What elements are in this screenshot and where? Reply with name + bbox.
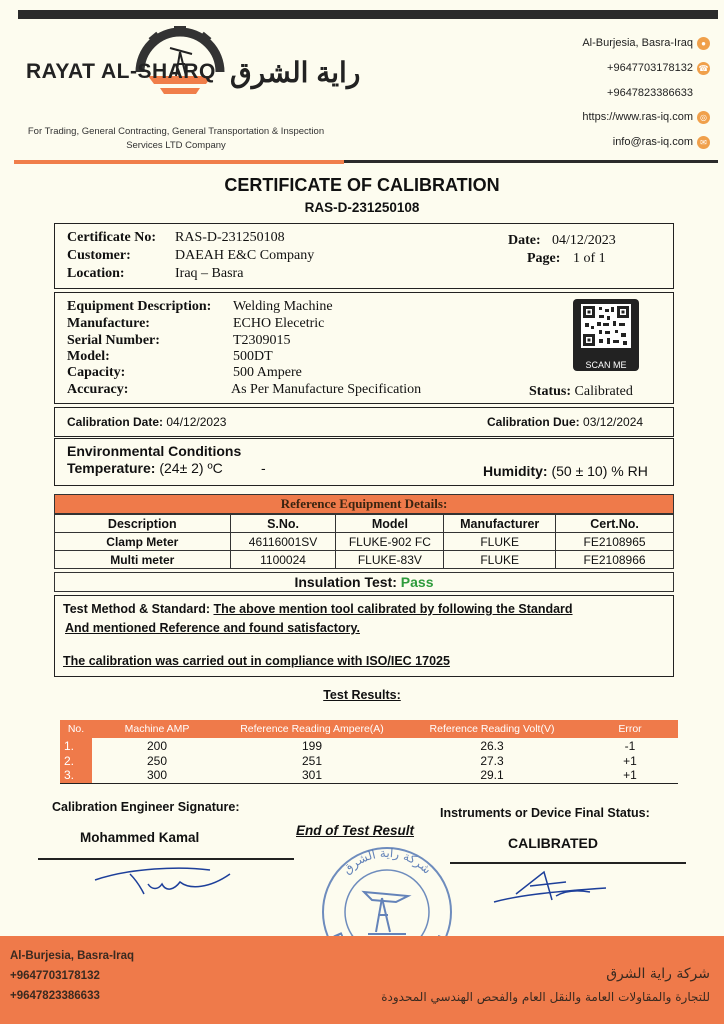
reference-header-row [55, 515, 674, 533]
signature-line-right [450, 862, 686, 864]
contact-website[interactable] [480, 108, 710, 126]
environment-box [54, 438, 674, 486]
table-row [60, 768, 678, 783]
manufacture-value: ECHO Elecetric [233, 316, 325, 331]
humidity-row [483, 463, 648, 479]
scan-me-label: SCAN ME [585, 360, 627, 370]
calibration-date-row [67, 415, 226, 429]
method-line-1 [63, 602, 573, 616]
contact-website-text[interactable]: https://www.ras-iq.com [582, 111, 693, 123]
reference-cell: FLUKE [444, 551, 556, 569]
certificate-number-heading: RAS-D-231250108 [304, 200, 420, 215]
stamp-text-ar: شركة راية الشرق [339, 845, 435, 877]
results-header-row [60, 720, 678, 738]
results-col-machine-amp: Machine AMP [92, 720, 222, 738]
page-value: 1 of 1 [573, 251, 606, 266]
status-row [529, 384, 633, 400]
insulation-test-row [54, 572, 674, 592]
calibration-due-row [487, 415, 643, 429]
footer-phone-1: +9647703178132 [10, 970, 100, 982]
contact-phone-1 [480, 59, 710, 77]
approver-signature [486, 866, 616, 910]
footer-address: Al-Burjesia, Basra-Iraq [10, 950, 134, 962]
cert-no-label: Certificate No: [67, 230, 157, 245]
results-col-no: No. [60, 720, 92, 738]
phone-icon: ☎ [698, 63, 709, 73]
results-col-ref-ampere: Reference Reading Ampere(A) [222, 720, 402, 738]
reference-col-description: Description [55, 515, 231, 533]
temperature-dash: - [261, 460, 266, 476]
cert-no-value: RAS-D-231250108 [175, 230, 285, 245]
serial-value: T2309015 [233, 333, 291, 348]
qr-code[interactable] [573, 299, 639, 371]
equipment-description-value: Welding Machine [233, 299, 333, 314]
equipment-box [54, 292, 674, 404]
results-cell: -1 [624, 738, 636, 753]
location-label: Location: [67, 266, 125, 281]
test-results-table [60, 720, 678, 784]
results-cell: 300 [146, 768, 168, 783]
header-top-bar [18, 10, 718, 19]
reference-cell: Multi meter [55, 551, 231, 569]
method-text-1: The above mention tool calibrated by following the Standard [213, 602, 573, 616]
calibration-dates-box [54, 407, 674, 437]
reference-cell: 1100024 [230, 551, 336, 569]
footer-tagline-ar: للتجارة والمقاولات العامة والنقل العام والفحص الهندسي المحدودة [381, 990, 710, 1004]
company-name-en: RAYAT AL-SHARQ [26, 60, 216, 83]
contact-phone-1-text: +9647703178132 [607, 62, 693, 74]
reference-table [54, 514, 674, 569]
results-cell-no: 3. [60, 768, 92, 783]
contact-email-text[interactable]: info@ras-iq.com [612, 136, 693, 148]
humidity-value: (50 ± 10) % RH [551, 463, 648, 479]
engineer-name: Mohammed Kamal [80, 830, 200, 845]
certificate-title: CERTIFICATE OF CALIBRATION [224, 175, 500, 195]
page-label: Page: [527, 251, 561, 266]
results-cell-no: 1. [60, 738, 92, 753]
end-of-results: End of Test Result [296, 823, 415, 838]
customer-value: DAEAH E&C Company [175, 248, 315, 263]
calibration-due-label: Calibration Due: [487, 415, 580, 429]
reference-cell: FE2108966 [556, 551, 674, 569]
results-cell: 200 [146, 738, 168, 753]
insulation-test-label: Insulation Test: [294, 574, 397, 590]
table-row [55, 533, 674, 551]
results-col-ref-volt: Reference Reading Volt(V) [402, 720, 582, 738]
company-tagline: For Trading, General Contracting, General Transportation & Inspection Services LTD Company [27, 126, 325, 151]
manufacture-label: Manufacture: [67, 316, 150, 331]
method-text-2: And mentioned Reference and found satisfactory. [65, 621, 360, 635]
footer-phone-2: +9647823386633 [10, 990, 100, 1002]
temperature-label: Temperature: [67, 460, 156, 476]
insulation-test-value: Pass [400, 574, 434, 590]
engineer-signature [90, 860, 240, 900]
results-cell: 26.3 [480, 738, 504, 753]
temperature-row [67, 460, 223, 476]
reference-col-sno: S.No. [230, 515, 336, 533]
capacity-value: 500 Ampere [233, 365, 302, 380]
model-label: Model: [67, 349, 110, 364]
results-cell: 301 [301, 768, 323, 783]
reference-col-certno: Cert.No. [556, 515, 674, 533]
calibration-due-value: 03/12/2024 [583, 415, 644, 429]
customer-label: Customer: [67, 248, 131, 263]
model-value: 500DT [233, 349, 273, 364]
results-cell: 250 [146, 753, 168, 768]
status-value: Calibrated [574, 384, 633, 399]
date-value: 04/12/2023 [552, 233, 616, 248]
reference-cell: Clamp Meter [55, 533, 231, 551]
environment-heading: Environmental Conditions [67, 443, 242, 459]
reference-cell: FE2108965 [556, 533, 674, 551]
temperature-value: (24± 2) ºC [159, 460, 223, 476]
final-status-label: Instruments or Device Final Status: [440, 806, 650, 820]
results-cell-no: 2. [60, 753, 92, 768]
contact-phone-2 [463, 84, 693, 102]
results-cell: 251 [301, 753, 323, 768]
test-results-heading: Test Results: [323, 688, 401, 702]
results-cell: 27.3 [480, 753, 504, 768]
method-label: Test Method & Standard: [63, 602, 210, 616]
results-col-error: Error [582, 720, 678, 738]
reference-cell: FLUKE-83V [336, 551, 444, 569]
contact-phone-2-text: +9647823386633 [607, 87, 693, 99]
date-label: Date: [508, 233, 541, 248]
footer-company-ar: شركة راية الشرق [606, 966, 710, 982]
header-separator-dark [344, 160, 718, 163]
calibration-date-label: Calibration Date: [67, 415, 164, 429]
equipment-description-label: Equipment Description: [67, 299, 212, 314]
results-cell: 199 [301, 738, 323, 753]
final-status-value: CALIBRATED [508, 835, 598, 851]
calibration-date-value: 04/12/2023 [166, 415, 227, 429]
status-label: Status: [529, 384, 572, 399]
reference-col-manufacturer: Manufacturer [444, 515, 556, 533]
results-cell: +1 [623, 768, 637, 783]
method-box [54, 595, 674, 677]
reference-cell: 46116001SV [230, 533, 336, 551]
table-row [60, 738, 678, 753]
table-row [60, 753, 678, 768]
location-value: Iraq – Basra [175, 266, 244, 281]
reference-cell: FLUKE-902 FC [336, 533, 444, 551]
svg-text:شركة راية الشرق [340, 846, 434, 877]
certificate-info-box [54, 223, 674, 289]
engineer-signature-label: Calibration Engineer Signature: [52, 800, 240, 814]
accuracy-value: As Per Manufacture Specification [231, 382, 422, 397]
contact-address [480, 34, 710, 52]
company-name-ar: راية الشرق [230, 57, 361, 88]
table-row [55, 551, 674, 569]
contact-address-text: Al-Burjesia, Basra-Iraq [582, 37, 693, 49]
results-cell: +1 [623, 753, 637, 768]
location-icon: ● [697, 37, 710, 50]
mail-icon: ✉ [697, 136, 710, 149]
results-cell: 29.1 [480, 768, 504, 783]
accuracy-label: Accuracy: [67, 382, 129, 397]
method-text-3: The calibration was carried out in compliance with ISO/IEC 17025 [63, 654, 450, 668]
humidity-label: Humidity: [483, 463, 548, 479]
header-separator-orange [14, 160, 344, 164]
reference-cell: FLUKE [444, 533, 556, 551]
serial-label: Serial Number: [67, 333, 160, 348]
reference-heading: Reference Equipment Details: [54, 494, 674, 514]
web-icon: ◎ [697, 111, 710, 124]
reference-col-model: Model [336, 515, 444, 533]
contact-email[interactable] [480, 133, 710, 151]
capacity-label: Capacity: [67, 365, 126, 380]
